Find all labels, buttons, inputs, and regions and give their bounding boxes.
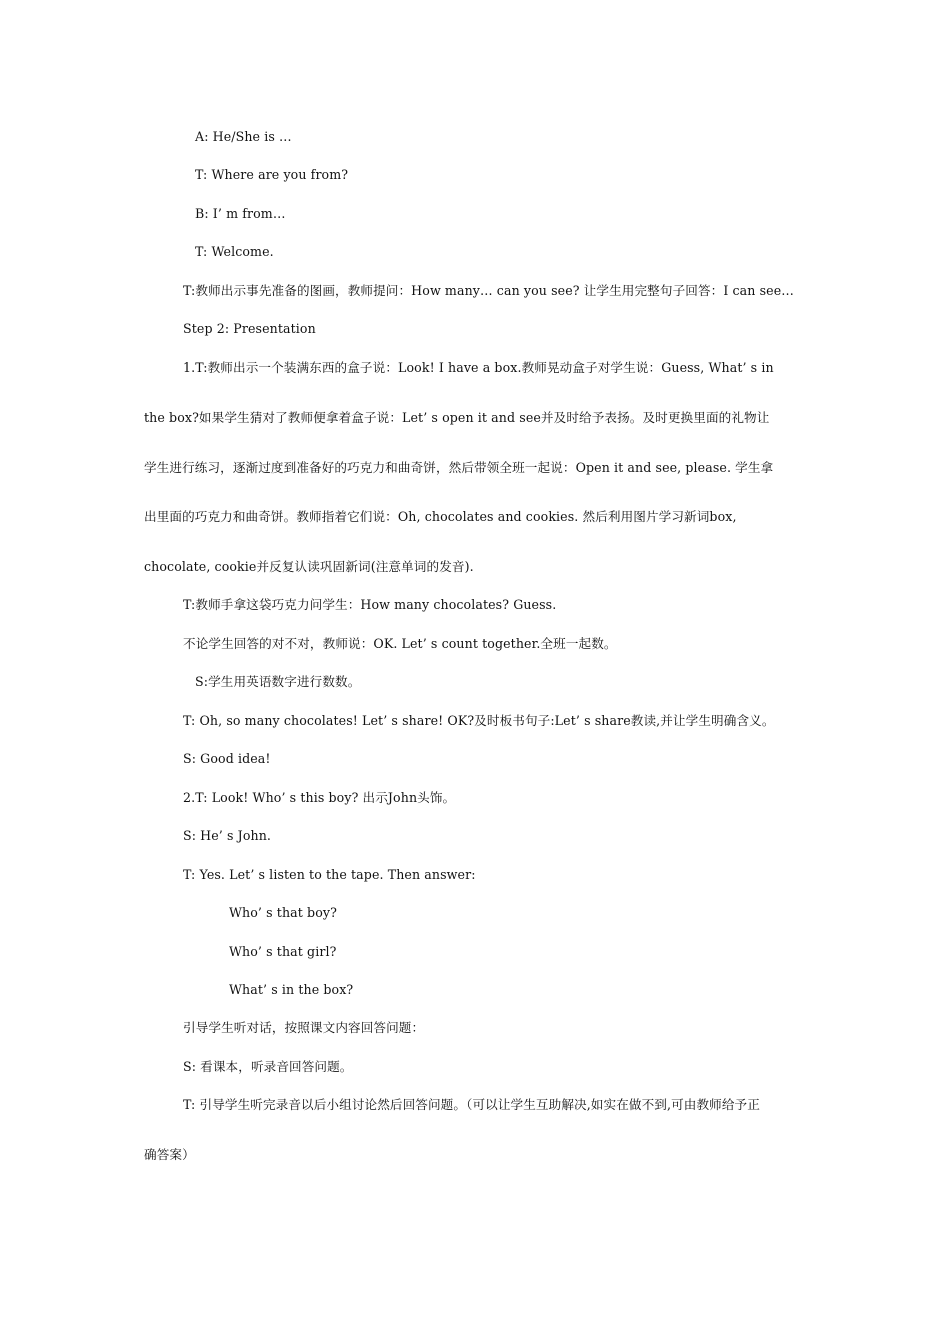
dialogue-line-t-welcome: T: Welcome. — [195, 244, 274, 259]
paragraph-box-2: the box?如果学生猜对了教师便拿着盒子说：Let’ s open it and see并及时给予表扬。及时更换里面的礼物让 — [144, 410, 770, 425]
paragraph-how-many: T:教师手拿这袋巧克力问学生：How many chocolates? Guess. — [183, 597, 557, 612]
paragraph-teacher-picture: T:教师出示事先准备的图画，教师提问：How many… can you see? 让学生用完整句子回答：I can see… — [183, 283, 794, 298]
paragraph-box-5: chocolate, cookie并反复认读巩固新词(注意单词的发音). — [144, 559, 474, 574]
paragraph-box-3: 学生进行练习，逐渐过度到准备好的巧克力和曲奇饼，然后带领全班一起说：Open it and see, please. 学生拿 — [144, 460, 774, 475]
dialogue-line-b: B: I’ m from… — [195, 206, 286, 221]
section-heading-step2: Step 2: Presentation — [183, 321, 316, 336]
paragraph-students-answer: S: 看课本，听录音回答问题。 — [183, 1059, 353, 1074]
paragraph-students-count: S:学生用英语数字进行数数。 — [195, 674, 361, 689]
paragraph-count: 不论学生回答的对不对，教师说：OK. Let’ s count together.全班一起数。 — [183, 636, 617, 651]
question-boy: Who’ s that boy? — [229, 905, 337, 920]
dialogue-hes-john: S: He’ s John. — [183, 828, 272, 843]
paragraph-listen-tape: T: Yes. Let’ s listen to the tape. Then answer: — [183, 867, 476, 882]
dialogue-line-t-where: T: Where are you from? — [195, 167, 349, 182]
question-box: What’ s in the box? — [229, 982, 354, 997]
paragraph-box-1: 1.T:教师出示一个装满东西的盒子说：Look! I have a box.教师晃动盒子对学生说：Guess, What’ s in — [183, 360, 774, 375]
paragraph-guide-listen: 引导学生听对话，按照课文内容回答问题： — [183, 1020, 425, 1035]
paragraph-box-4: 出里面的巧克力和曲奇饼。教师指着它们说：Oh, chocolates and cookies. 然后利用图片学习新词box, — [144, 509, 737, 524]
question-girl: Who’ s that girl? — [229, 944, 337, 959]
paragraph-john: 2.T: Look! Who’ s this boy? 出示John头饰。 — [183, 790, 456, 805]
paragraph-group-discuss-1: T: 引导学生听完录音以后小组讨论然后回答问题。（可以让学生互助解决,如实在做不到,可由教师给予正 — [183, 1097, 760, 1112]
dialogue-good-idea: S: Good idea! — [183, 751, 271, 766]
paragraph-group-discuss-2: 确答案） — [144, 1147, 195, 1162]
paragraph-share: T: Oh, so many chocolates! Let’ s share! OK?及时板书句子:Let’ s share教读,并让学生明确含义。 — [183, 713, 775, 728]
dialogue-line-a: A: He/She is … — [195, 129, 292, 144]
